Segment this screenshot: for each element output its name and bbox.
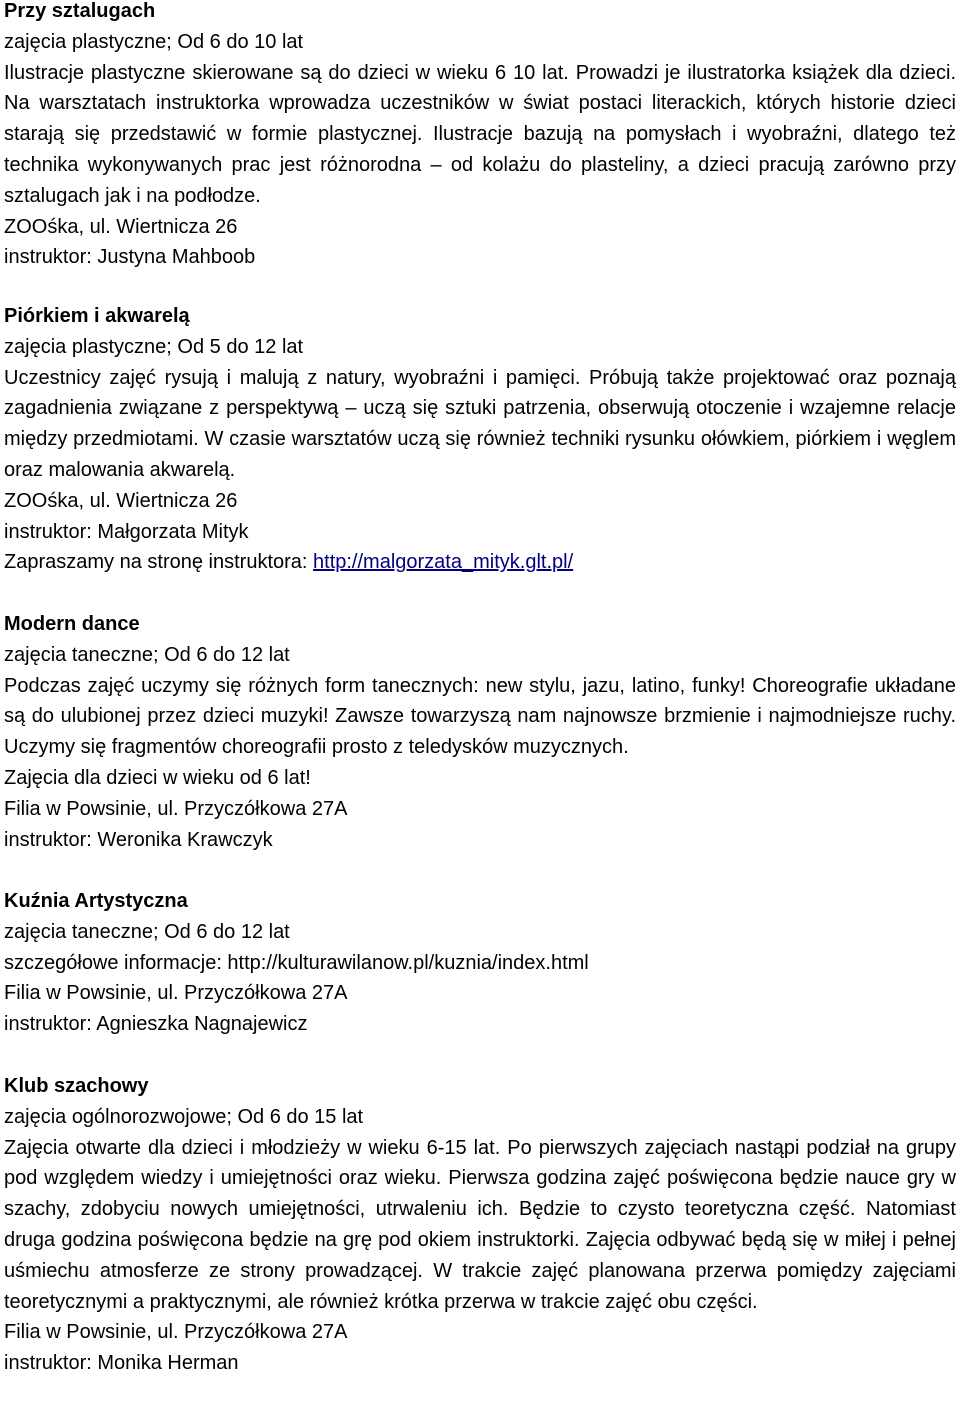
activity-instructor: instruktor: Monika Herman <box>4 1352 239 1375</box>
activity-title: Kuźnia Artystyczna <box>4 890 188 912</box>
activity-przy-sztalugach <box>4 0 956 273</box>
activity-description: Uczestnicy zajęć rysują i malują z natury, wyobraźni i pamięci. Próbują także projektować oraz poznają zagadnienia związane z perspektywą – uczą się sztuki patrzenia, obserwują otoczenie i wzajemne relacje między przedmiotami. W czasie warsztatów uczą się również techniki rysunku ołówkiem, piórkiem i węglem oraz malowania akwarelą. <box>4 366 956 481</box>
activity-location: Filia w Powsinie, ul. Przyczółkowa 27A <box>4 797 348 820</box>
activity-kuznia-artystyczna <box>4 886 956 1040</box>
activity-instructor: instruktor: Weronika Krawczyk <box>4 828 273 851</box>
activity-title: Piórkiem i akwarelą <box>4 305 190 327</box>
activity-category: zajęcia plastyczne; Od 6 do 10 lat <box>4 30 304 53</box>
instructor-website-link[interactable]: http://malgorzata_mityk.glt.pl/ <box>313 551 574 574</box>
activity-title: Klub szachowy <box>4 1075 149 1097</box>
activity-piorkiem-i-akwarela <box>4 301 956 578</box>
activity-category: zajęcia taneczne; Od 6 do 12 lat <box>4 920 290 943</box>
activity-instructor: instruktor: Justyna Mahboob <box>4 246 256 269</box>
activity-category: zajęcia plastyczne; Od 5 do 12 lat <box>4 335 304 358</box>
activity-category: zajęcia taneczne; Od 6 do 12 lat <box>4 643 290 666</box>
activity-extra: Zajęcia dla dzieci w wieku od 6 lat! <box>4 766 311 789</box>
activity-title: Modern dance <box>4 613 140 635</box>
activity-description: Podczas zajęć uczymy się różnych form tanecznych: new stylu, jazu, latino, funky! Choreografie układane są do ulubionej przez dzieci muzyki! Zawsze towarzyszą nam najnowsze brzmienie i najmodniejsze ruchy. Uczymy się fragmentów choreografii prosto z teledysków muzycznych. <box>4 674 956 759</box>
activity-category: zajęcia ogólnorozwojowe; Od 6 do 15 lat <box>4 1105 364 1128</box>
activity-instructor: instruktor: Agnieszka Nagnajewicz <box>4 1013 308 1036</box>
activity-location: Filia w Powsinie, ul. Przyczółkowa 27A <box>4 1321 348 1344</box>
invite-text: Zapraszamy na stronę instruktora: <box>4 551 314 574</box>
activity-title: Przy sztalugach <box>4 0 156 22</box>
activity-location: Filia w Powsinie, ul. Przyczółkowa 27A <box>4 982 348 1005</box>
instructor-website <box>4 547 956 578</box>
activity-description: Zajęcia otwarte dla dzieci i młodzieży w wieku 6-15 lat. Po pierwszych zajęciach nastąpi podział na grupy pod względem wiedzy i umiejętności oraz wieku. Pierwsza godzina zajęć poświęcona będzie nauce gry w szachy, zdobyciu nowych umiejętności, utrwaleniu ich. Będzie to czysto teoretyczna część. Natomiast druga godzina poświęcona będzie na grę pod okiem instruktorki. Zajęcia odbywać będą się w miłej i pełnej uśmiechu atmosferze ze strony prowadzącej. W trakcie zajęć planowana przerwa pomiędzy zajęciami teoretycznymi a praktycznymi, ale również krótka przerwa w trakcie zajęć obu części. <box>4 1136 956 1313</box>
activity-modern-dance <box>4 609 956 855</box>
activity-description: Ilustracje plastyczne skierowane są do dzieci w wieku 6 10 lat. Prowadzi je ilustratorka książek dla dzieci. Na warsztatach instruktorka wprowadza uczestników w świat postaci literackich, których historie dzieci starają się przedstawić w formie plastycznej. Ilustracje bazują na pomysłach i wyobraźni, dlatego też technika wykonywanych prac jest różnorodna – od kolażu do plasteliny, a dzieci pracują zarówno przy sztalugach jak i na podłodze. <box>4 61 956 207</box>
activity-klub-szachowy <box>4 1071 956 1379</box>
activity-instructor: instruktor: Małgorzata Mityk <box>4 520 249 543</box>
activity-location: ZOOśka, ul. Wiertnicza 26 <box>4 215 238 238</box>
activity-location: ZOOśka, ul. Wiertnicza 26 <box>4 489 238 512</box>
activity-details: szczegółowe informacje: http://kulturawilanow.pl/kuznia/index.html <box>4 951 589 974</box>
